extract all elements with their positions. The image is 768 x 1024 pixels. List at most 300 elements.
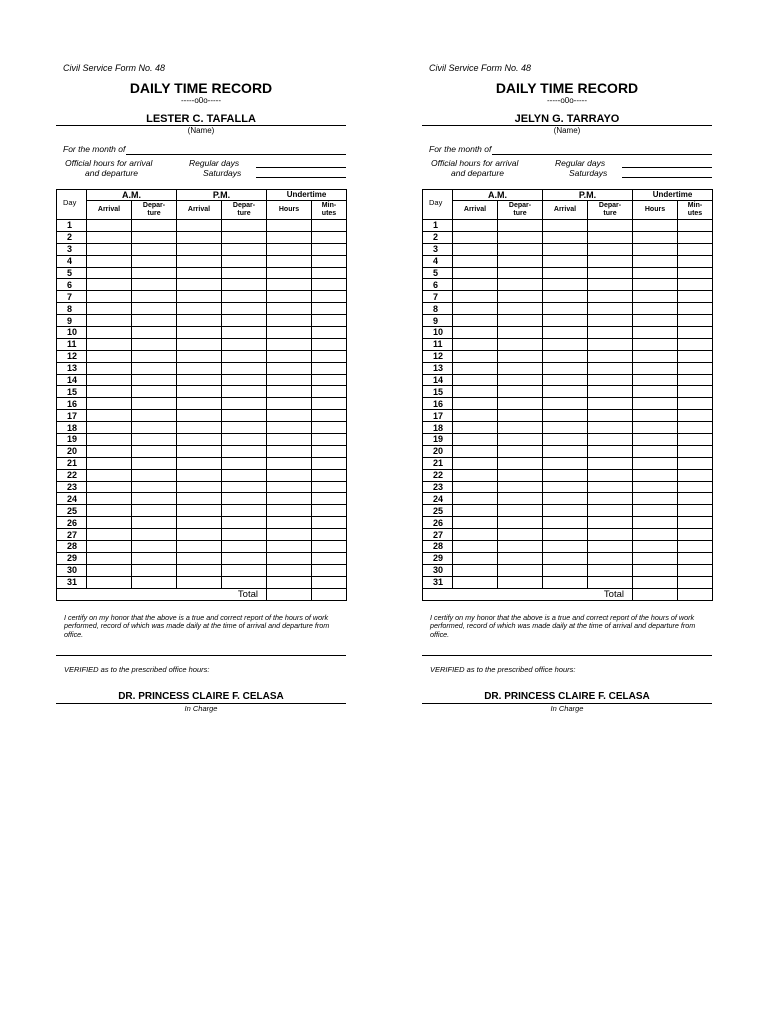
pm-departure-cell[interactable] xyxy=(222,481,267,493)
total-hours-cell[interactable] xyxy=(633,588,678,600)
am-departure-cell[interactable] xyxy=(498,552,543,564)
pm-arrival-cell[interactable] xyxy=(177,362,222,374)
undertime-hours-cell[interactable] xyxy=(633,552,678,564)
pm-arrival-cell[interactable] xyxy=(543,303,588,315)
am-arrival-cell[interactable] xyxy=(453,469,498,481)
am-arrival-cell[interactable] xyxy=(87,255,132,267)
undertime-hours-cell[interactable] xyxy=(633,457,678,469)
undertime-hours-cell[interactable] xyxy=(267,541,312,553)
pm-departure-cell[interactable] xyxy=(222,541,267,553)
pm-arrival-cell[interactable] xyxy=(543,410,588,422)
undertime-hours-cell[interactable] xyxy=(633,517,678,529)
undertime-minutes-cell[interactable] xyxy=(312,398,347,410)
undertime-hours-cell[interactable] xyxy=(633,564,678,576)
am-arrival-cell[interactable] xyxy=(87,315,132,327)
am-arrival-cell[interactable] xyxy=(453,243,498,255)
am-arrival-cell[interactable] xyxy=(453,576,498,588)
pm-departure-cell[interactable] xyxy=(588,517,633,529)
am-departure-cell[interactable] xyxy=(498,457,543,469)
pm-departure-cell[interactable] xyxy=(588,255,633,267)
undertime-hours-cell[interactable] xyxy=(633,220,678,232)
am-arrival-cell[interactable] xyxy=(87,434,132,446)
pm-arrival-cell[interactable] xyxy=(177,529,222,541)
undertime-minutes-cell[interactable] xyxy=(678,564,713,576)
pm-departure-cell[interactable] xyxy=(588,362,633,374)
am-arrival-cell[interactable] xyxy=(453,517,498,529)
pm-arrival-cell[interactable] xyxy=(177,243,222,255)
am-departure-cell[interactable] xyxy=(498,517,543,529)
am-departure-cell[interactable] xyxy=(132,517,177,529)
pm-arrival-cell[interactable] xyxy=(177,493,222,505)
pm-departure-cell[interactable] xyxy=(588,243,633,255)
pm-arrival-cell[interactable] xyxy=(543,541,588,553)
undertime-minutes-cell[interactable] xyxy=(678,303,713,315)
undertime-minutes-cell[interactable] xyxy=(678,505,713,517)
pm-departure-cell[interactable] xyxy=(588,469,633,481)
undertime-minutes-cell[interactable] xyxy=(312,338,347,350)
am-arrival-cell[interactable] xyxy=(453,552,498,564)
am-arrival-cell[interactable] xyxy=(87,493,132,505)
undertime-minutes-cell[interactable] xyxy=(678,267,713,279)
pm-departure-cell[interactable] xyxy=(588,279,633,291)
am-arrival-cell[interactable] xyxy=(87,398,132,410)
undertime-minutes-cell[interactable] xyxy=(312,493,347,505)
pm-departure-cell[interactable] xyxy=(588,267,633,279)
am-departure-cell[interactable] xyxy=(132,552,177,564)
am-arrival-cell[interactable] xyxy=(87,505,132,517)
undertime-minutes-cell[interactable] xyxy=(312,564,347,576)
undertime-hours-cell[interactable] xyxy=(267,279,312,291)
am-departure-cell[interactable] xyxy=(132,481,177,493)
am-arrival-cell[interactable] xyxy=(87,564,132,576)
am-departure-cell[interactable] xyxy=(498,374,543,386)
am-departure-cell[interactable] xyxy=(132,279,177,291)
saturdays-field[interactable] xyxy=(256,177,346,178)
undertime-hours-cell[interactable] xyxy=(267,564,312,576)
pm-departure-cell[interactable] xyxy=(222,445,267,457)
undertime-minutes-cell[interactable] xyxy=(678,576,713,588)
undertime-hours-cell[interactable] xyxy=(633,374,678,386)
pm-departure-cell[interactable] xyxy=(222,505,267,517)
pm-departure-cell[interactable] xyxy=(222,422,267,434)
am-departure-cell[interactable] xyxy=(498,231,543,243)
pm-arrival-cell[interactable] xyxy=(543,422,588,434)
undertime-hours-cell[interactable] xyxy=(267,422,312,434)
undertime-minutes-cell[interactable] xyxy=(312,291,347,303)
am-departure-cell[interactable] xyxy=(132,422,177,434)
pm-departure-cell[interactable] xyxy=(588,303,633,315)
am-departure-cell[interactable] xyxy=(132,303,177,315)
pm-departure-cell[interactable] xyxy=(588,338,633,350)
am-arrival-cell[interactable] xyxy=(453,445,498,457)
undertime-minutes-cell[interactable] xyxy=(678,255,713,267)
am-departure-cell[interactable] xyxy=(132,410,177,422)
pm-arrival-cell[interactable] xyxy=(177,505,222,517)
undertime-hours-cell[interactable] xyxy=(633,267,678,279)
pm-departure-cell[interactable] xyxy=(588,386,633,398)
pm-arrival-cell[interactable] xyxy=(543,469,588,481)
pm-departure-cell[interactable] xyxy=(588,541,633,553)
undertime-minutes-cell[interactable] xyxy=(678,410,713,422)
pm-arrival-cell[interactable] xyxy=(543,291,588,303)
undertime-minutes-cell[interactable] xyxy=(678,327,713,339)
pm-arrival-cell[interactable] xyxy=(543,350,588,362)
undertime-minutes-cell[interactable] xyxy=(312,267,347,279)
pm-arrival-cell[interactable] xyxy=(177,552,222,564)
undertime-minutes-cell[interactable] xyxy=(312,541,347,553)
am-departure-cell[interactable] xyxy=(132,315,177,327)
pm-arrival-cell[interactable] xyxy=(177,469,222,481)
pm-arrival-cell[interactable] xyxy=(543,529,588,541)
undertime-minutes-cell[interactable] xyxy=(678,279,713,291)
undertime-hours-cell[interactable] xyxy=(633,350,678,362)
am-departure-cell[interactable] xyxy=(498,350,543,362)
am-arrival-cell[interactable] xyxy=(453,327,498,339)
pm-departure-cell[interactable] xyxy=(222,374,267,386)
am-departure-cell[interactable] xyxy=(498,386,543,398)
undertime-minutes-cell[interactable] xyxy=(312,220,347,232)
am-departure-cell[interactable] xyxy=(498,291,543,303)
undertime-hours-cell[interactable] xyxy=(633,231,678,243)
pm-arrival-cell[interactable] xyxy=(177,564,222,576)
am-departure-cell[interactable] xyxy=(132,469,177,481)
am-departure-cell[interactable] xyxy=(498,398,543,410)
am-departure-cell[interactable] xyxy=(132,434,177,446)
pm-arrival-cell[interactable] xyxy=(177,291,222,303)
am-departure-cell[interactable] xyxy=(132,457,177,469)
pm-arrival-cell[interactable] xyxy=(543,362,588,374)
total-hours-cell[interactable] xyxy=(267,588,312,600)
am-departure-cell[interactable] xyxy=(498,493,543,505)
undertime-hours-cell[interactable] xyxy=(633,315,678,327)
pm-departure-cell[interactable] xyxy=(588,422,633,434)
am-arrival-cell[interactable] xyxy=(87,529,132,541)
pm-arrival-cell[interactable] xyxy=(177,220,222,232)
pm-arrival-cell[interactable] xyxy=(177,576,222,588)
undertime-hours-cell[interactable] xyxy=(633,327,678,339)
undertime-minutes-cell[interactable] xyxy=(678,445,713,457)
am-arrival-cell[interactable] xyxy=(453,457,498,469)
pm-departure-cell[interactable] xyxy=(222,231,267,243)
pm-arrival-cell[interactable] xyxy=(543,505,588,517)
am-arrival-cell[interactable] xyxy=(87,481,132,493)
undertime-hours-cell[interactable] xyxy=(267,410,312,422)
am-arrival-cell[interactable] xyxy=(87,291,132,303)
am-arrival-cell[interactable] xyxy=(453,303,498,315)
pm-arrival-cell[interactable] xyxy=(177,434,222,446)
pm-departure-cell[interactable] xyxy=(588,576,633,588)
undertime-minutes-cell[interactable] xyxy=(312,279,347,291)
total-minutes-cell[interactable] xyxy=(312,588,347,600)
pm-arrival-cell[interactable] xyxy=(543,267,588,279)
undertime-minutes-cell[interactable] xyxy=(678,541,713,553)
am-departure-cell[interactable] xyxy=(498,362,543,374)
undertime-minutes-cell[interactable] xyxy=(312,517,347,529)
undertime-minutes-cell[interactable] xyxy=(678,291,713,303)
undertime-hours-cell[interactable] xyxy=(633,505,678,517)
am-departure-cell[interactable] xyxy=(132,362,177,374)
undertime-hours-cell[interactable] xyxy=(267,386,312,398)
am-arrival-cell[interactable] xyxy=(87,279,132,291)
undertime-minutes-cell[interactable] xyxy=(678,315,713,327)
undertime-hours-cell[interactable] xyxy=(267,505,312,517)
pm-departure-cell[interactable] xyxy=(588,552,633,564)
am-departure-cell[interactable] xyxy=(132,576,177,588)
undertime-minutes-cell[interactable] xyxy=(312,231,347,243)
pm-departure-cell[interactable] xyxy=(588,410,633,422)
am-arrival-cell[interactable] xyxy=(453,529,498,541)
am-arrival-cell[interactable] xyxy=(453,398,498,410)
undertime-minutes-cell[interactable] xyxy=(678,362,713,374)
month-field[interactable] xyxy=(492,154,712,155)
am-arrival-cell[interactable] xyxy=(87,374,132,386)
am-departure-cell[interactable] xyxy=(498,505,543,517)
am-departure-cell[interactable] xyxy=(132,445,177,457)
am-departure-cell[interactable] xyxy=(132,564,177,576)
am-departure-cell[interactable] xyxy=(498,564,543,576)
am-departure-cell[interactable] xyxy=(498,279,543,291)
am-arrival-cell[interactable] xyxy=(87,576,132,588)
pm-arrival-cell[interactable] xyxy=(177,255,222,267)
undertime-hours-cell[interactable] xyxy=(267,327,312,339)
pm-arrival-cell[interactable] xyxy=(543,315,588,327)
pm-departure-cell[interactable] xyxy=(588,564,633,576)
am-arrival-cell[interactable] xyxy=(87,469,132,481)
am-departure-cell[interactable] xyxy=(132,529,177,541)
undertime-minutes-cell[interactable] xyxy=(678,220,713,232)
undertime-minutes-cell[interactable] xyxy=(678,374,713,386)
pm-departure-cell[interactable] xyxy=(222,279,267,291)
am-arrival-cell[interactable] xyxy=(453,422,498,434)
undertime-hours-cell[interactable] xyxy=(267,243,312,255)
am-arrival-cell[interactable] xyxy=(453,434,498,446)
undertime-hours-cell[interactable] xyxy=(267,374,312,386)
pm-departure-cell[interactable] xyxy=(222,386,267,398)
undertime-minutes-cell[interactable] xyxy=(312,552,347,564)
pm-departure-cell[interactable] xyxy=(588,529,633,541)
regular-days-field[interactable] xyxy=(622,167,712,168)
undertime-hours-cell[interactable] xyxy=(267,529,312,541)
undertime-hours-cell[interactable] xyxy=(267,220,312,232)
undertime-minutes-cell[interactable] xyxy=(678,469,713,481)
undertime-minutes-cell[interactable] xyxy=(312,434,347,446)
undertime-hours-cell[interactable] xyxy=(267,434,312,446)
undertime-hours-cell[interactable] xyxy=(267,469,312,481)
undertime-hours-cell[interactable] xyxy=(633,410,678,422)
pm-departure-cell[interactable] xyxy=(588,220,633,232)
undertime-minutes-cell[interactable] xyxy=(312,481,347,493)
am-departure-cell[interactable] xyxy=(498,434,543,446)
undertime-minutes-cell[interactable] xyxy=(312,529,347,541)
pm-arrival-cell[interactable] xyxy=(543,576,588,588)
undertime-minutes-cell[interactable] xyxy=(678,529,713,541)
undertime-hours-cell[interactable] xyxy=(267,303,312,315)
pm-departure-cell[interactable] xyxy=(222,291,267,303)
pm-arrival-cell[interactable] xyxy=(177,279,222,291)
am-departure-cell[interactable] xyxy=(498,303,543,315)
undertime-minutes-cell[interactable] xyxy=(312,362,347,374)
undertime-minutes-cell[interactable] xyxy=(312,243,347,255)
undertime-minutes-cell[interactable] xyxy=(312,386,347,398)
am-arrival-cell[interactable] xyxy=(453,564,498,576)
am-arrival-cell[interactable] xyxy=(87,327,132,339)
am-departure-cell[interactable] xyxy=(498,267,543,279)
pm-arrival-cell[interactable] xyxy=(177,303,222,315)
undertime-hours-cell[interactable] xyxy=(267,493,312,505)
am-arrival-cell[interactable] xyxy=(453,338,498,350)
pm-departure-cell[interactable] xyxy=(222,315,267,327)
pm-departure-cell[interactable] xyxy=(222,243,267,255)
am-departure-cell[interactable] xyxy=(498,576,543,588)
undertime-minutes-cell[interactable] xyxy=(312,505,347,517)
undertime-hours-cell[interactable] xyxy=(267,291,312,303)
am-departure-cell[interactable] xyxy=(498,410,543,422)
pm-arrival-cell[interactable] xyxy=(177,327,222,339)
am-arrival-cell[interactable] xyxy=(87,362,132,374)
am-arrival-cell[interactable] xyxy=(453,267,498,279)
am-arrival-cell[interactable] xyxy=(453,255,498,267)
am-arrival-cell[interactable] xyxy=(87,243,132,255)
pm-departure-cell[interactable] xyxy=(588,493,633,505)
pm-departure-cell[interactable] xyxy=(222,564,267,576)
am-departure-cell[interactable] xyxy=(132,338,177,350)
pm-departure-cell[interactable] xyxy=(222,410,267,422)
pm-arrival-cell[interactable] xyxy=(543,220,588,232)
undertime-minutes-cell[interactable] xyxy=(678,243,713,255)
undertime-hours-cell[interactable] xyxy=(633,445,678,457)
saturdays-field[interactable] xyxy=(622,177,712,178)
undertime-hours-cell[interactable] xyxy=(267,362,312,374)
am-arrival-cell[interactable] xyxy=(453,231,498,243)
pm-arrival-cell[interactable] xyxy=(177,315,222,327)
pm-departure-cell[interactable] xyxy=(222,493,267,505)
am-arrival-cell[interactable] xyxy=(87,220,132,232)
undertime-hours-cell[interactable] xyxy=(267,481,312,493)
am-arrival-cell[interactable] xyxy=(87,410,132,422)
pm-departure-cell[interactable] xyxy=(588,445,633,457)
am-arrival-cell[interactable] xyxy=(453,279,498,291)
pm-arrival-cell[interactable] xyxy=(543,255,588,267)
am-arrival-cell[interactable] xyxy=(453,350,498,362)
pm-departure-cell[interactable] xyxy=(222,576,267,588)
undertime-hours-cell[interactable] xyxy=(633,303,678,315)
month-field[interactable] xyxy=(126,154,346,155)
pm-departure-cell[interactable] xyxy=(222,327,267,339)
undertime-hours-cell[interactable] xyxy=(633,398,678,410)
undertime-minutes-cell[interactable] xyxy=(312,350,347,362)
pm-departure-cell[interactable] xyxy=(588,327,633,339)
am-departure-cell[interactable] xyxy=(498,469,543,481)
am-arrival-cell[interactable] xyxy=(87,350,132,362)
undertime-minutes-cell[interactable] xyxy=(678,386,713,398)
pm-arrival-cell[interactable] xyxy=(177,445,222,457)
pm-arrival-cell[interactable] xyxy=(543,327,588,339)
undertime-hours-cell[interactable] xyxy=(267,576,312,588)
am-departure-cell[interactable] xyxy=(132,220,177,232)
pm-departure-cell[interactable] xyxy=(588,350,633,362)
undertime-hours-cell[interactable] xyxy=(267,315,312,327)
pm-departure-cell[interactable] xyxy=(588,434,633,446)
pm-arrival-cell[interactable] xyxy=(543,552,588,564)
am-departure-cell[interactable] xyxy=(498,529,543,541)
undertime-hours-cell[interactable] xyxy=(267,255,312,267)
undertime-hours-cell[interactable] xyxy=(267,517,312,529)
pm-arrival-cell[interactable] xyxy=(543,445,588,457)
undertime-minutes-cell[interactable] xyxy=(678,398,713,410)
am-arrival-cell[interactable] xyxy=(453,386,498,398)
pm-departure-cell[interactable] xyxy=(222,267,267,279)
am-arrival-cell[interactable] xyxy=(453,362,498,374)
pm-departure-cell[interactable] xyxy=(222,220,267,232)
undertime-hours-cell[interactable] xyxy=(633,576,678,588)
am-arrival-cell[interactable] xyxy=(87,457,132,469)
undertime-hours-cell[interactable] xyxy=(633,469,678,481)
pm-departure-cell[interactable] xyxy=(588,231,633,243)
pm-arrival-cell[interactable] xyxy=(543,338,588,350)
am-arrival-cell[interactable] xyxy=(453,493,498,505)
undertime-hours-cell[interactable] xyxy=(267,231,312,243)
undertime-hours-cell[interactable] xyxy=(633,481,678,493)
pm-arrival-cell[interactable] xyxy=(543,457,588,469)
am-departure-cell[interactable] xyxy=(132,386,177,398)
am-departure-cell[interactable] xyxy=(498,445,543,457)
pm-arrival-cell[interactable] xyxy=(177,231,222,243)
pm-arrival-cell[interactable] xyxy=(177,410,222,422)
undertime-minutes-cell[interactable] xyxy=(312,469,347,481)
undertime-minutes-cell[interactable] xyxy=(312,457,347,469)
pm-arrival-cell[interactable] xyxy=(543,374,588,386)
am-departure-cell[interactable] xyxy=(498,422,543,434)
am-departure-cell[interactable] xyxy=(132,493,177,505)
undertime-minutes-cell[interactable] xyxy=(312,374,347,386)
undertime-hours-cell[interactable] xyxy=(633,255,678,267)
am-departure-cell[interactable] xyxy=(132,243,177,255)
am-arrival-cell[interactable] xyxy=(87,303,132,315)
pm-arrival-cell[interactable] xyxy=(177,374,222,386)
pm-arrival-cell[interactable] xyxy=(177,350,222,362)
undertime-minutes-cell[interactable] xyxy=(678,517,713,529)
undertime-hours-cell[interactable] xyxy=(633,386,678,398)
total-minutes-cell[interactable] xyxy=(678,588,713,600)
undertime-minutes-cell[interactable] xyxy=(678,457,713,469)
undertime-hours-cell[interactable] xyxy=(633,243,678,255)
am-arrival-cell[interactable] xyxy=(87,267,132,279)
undertime-hours-cell[interactable] xyxy=(267,552,312,564)
employee-signature-line[interactable] xyxy=(56,655,346,656)
undertime-hours-cell[interactable] xyxy=(633,493,678,505)
pm-arrival-cell[interactable] xyxy=(543,517,588,529)
undertime-hours-cell[interactable] xyxy=(633,291,678,303)
pm-arrival-cell[interactable] xyxy=(177,386,222,398)
pm-departure-cell[interactable] xyxy=(588,315,633,327)
am-arrival-cell[interactable] xyxy=(453,291,498,303)
undertime-hours-cell[interactable] xyxy=(267,457,312,469)
am-departure-cell[interactable] xyxy=(132,374,177,386)
am-arrival-cell[interactable] xyxy=(453,374,498,386)
pm-departure-cell[interactable] xyxy=(588,505,633,517)
am-departure-cell[interactable] xyxy=(498,481,543,493)
undertime-minutes-cell[interactable] xyxy=(312,315,347,327)
undertime-hours-cell[interactable] xyxy=(267,445,312,457)
pm-departure-cell[interactable] xyxy=(222,350,267,362)
pm-arrival-cell[interactable] xyxy=(543,481,588,493)
undertime-minutes-cell[interactable] xyxy=(678,434,713,446)
am-arrival-cell[interactable] xyxy=(87,541,132,553)
pm-departure-cell[interactable] xyxy=(222,469,267,481)
pm-arrival-cell[interactable] xyxy=(543,434,588,446)
pm-arrival-cell[interactable] xyxy=(177,338,222,350)
am-departure-cell[interactable] xyxy=(498,255,543,267)
